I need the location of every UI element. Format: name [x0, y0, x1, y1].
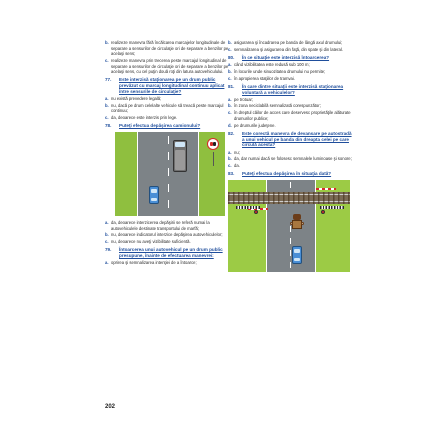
center-dash [168, 200, 169, 208]
question-text: În ce situaţie este interzisă întoarcerea? [242, 54, 330, 60]
center-dash [290, 262, 291, 268]
rail-sleepers [228, 192, 350, 204]
answer-letter: a. [105, 260, 109, 266]
answer-c[interactable] [105, 115, 230, 121]
question-81 [228, 84, 353, 96]
answer-text: da. [234, 163, 240, 169]
answer-c[interactable] [228, 76, 353, 82]
left-column [105, 40, 230, 267]
road-edge-line [198, 132, 199, 216]
answer-text: asigurarea şi încadrarea pe banda de lângă axul drumului; [234, 40, 343, 45]
answer-text: nu, dacă pe drum celelalte vehicule să treacă peste marcajul continuu; [111, 102, 224, 114]
answer-letter: b. [105, 40, 109, 45]
answer-c[interactable] [105, 239, 230, 245]
crossing-barrier [316, 188, 336, 190]
question-number: 77. [105, 77, 112, 83]
question-number: 82. [228, 130, 235, 136]
answer-text: da, deoarece este interzis prin lege. [111, 115, 178, 121]
question-78 [105, 123, 230, 129]
answer-text: pe drumurile judeţene. [234, 122, 276, 128]
answer-c[interactable] [228, 110, 353, 121]
answer-a[interactable] [228, 62, 353, 68]
question-text: Este corectă manevra de devansare pe autostradă a unui vehicul pe banda din dreapta celei pe care circulă acesta? [242, 130, 352, 148]
answer-text: realizeze manevra fără încălcarea marcajelor longitudinale de separare a sensurilor de circulaţie ori de separare a benzilor pe acelaşi sens; [111, 40, 229, 57]
level-crossing-icon [236, 206, 260, 209]
answer-text: semnalizarea şi asigurarea din faţă, din spate şi din lateral. [234, 46, 343, 52]
answer-letter: c. [228, 46, 232, 52]
answer-b[interactable] [105, 232, 230, 238]
answer-text: nu există prevedere legală; [111, 96, 162, 102]
truck-icon [173, 140, 187, 172]
answer-letter: c. [228, 163, 232, 169]
answer-text: da, dar numai dacă se folosesc semnalele luminoase şi sonore; [234, 156, 352, 162]
answer-text: oprirea şi semnalizarea intenţiei de a întoarce; [111, 260, 197, 266]
answer-a[interactable] [105, 260, 230, 266]
answer-letter: a. [228, 96, 232, 102]
answer-b[interactable] [228, 69, 353, 75]
level-crossing-icon [320, 206, 344, 209]
answer-b[interactable] [105, 103, 230, 114]
question-number: 78. [105, 123, 112, 129]
center-dash [168, 136, 169, 144]
answer-text: în dreptul căilor de acces care deservesc proprietăţile alăturate drumurilor publice; [234, 110, 351, 121]
answer-a[interactable] [228, 150, 353, 156]
answer-text: în zona neciclabilă semnalizată corespunzător; [234, 103, 321, 109]
question-79 [105, 247, 230, 259]
answer-letter: b. [228, 103, 232, 109]
question-80 [228, 55, 353, 61]
question-text: Puteţi efectua depăşirea în situaţia dată? [242, 171, 332, 177]
answer-b[interactable] [228, 156, 353, 162]
answer-text: nu, deoarece nu aveţi vizibilitate suficientă. [111, 239, 191, 245]
question-text: În care dintre situaţii este interzisă staţionarea voluntară a vehiculelor? [242, 83, 344, 95]
answer-text: realizeze manevra prin trecerea peste marcajul longitudinal de separare a sensurilor de circulaţie ori de separare a benzilor pe acelaşi sens, cu cel puţin două roţi din latura autovehiculului. [111, 57, 229, 75]
answer-b[interactable] [228, 40, 353, 46]
center-dash [290, 238, 291, 244]
answer-letter: b. [228, 68, 232, 74]
answer-letter: b. [105, 232, 109, 238]
question-number: 83. [228, 171, 235, 177]
center-dash [168, 168, 169, 176]
answer-letter: a. [228, 149, 232, 155]
question-text: Întoarcerea unui autovehicul pe un drum public presupune, înainte de efectuarea manevrei: [119, 247, 223, 259]
figure-level-crossing [228, 180, 350, 272]
answer-letter: c. [228, 110, 232, 116]
answer-b[interactable] [228, 103, 353, 109]
question-82 [228, 131, 353, 148]
car-icon [292, 246, 302, 264]
answer-c[interactable] [228, 47, 353, 53]
right-column [228, 40, 353, 276]
road-edge-line [137, 132, 138, 216]
answer-text: când vizibilitatea este redusă sub 100 m; [234, 62, 310, 68]
center-dash [290, 182, 291, 188]
signal-light-icon [321, 210, 325, 214]
answer-text: în apropierea staţiilor de tramvai. [234, 75, 295, 81]
answer-letter: b. [228, 40, 232, 45]
answer-letter: c. [105, 57, 109, 63]
figure-overtaking-truck [115, 132, 225, 216]
car-icon [149, 186, 159, 204]
question-number: 79. [105, 247, 112, 253]
answer-letter: a. [105, 220, 109, 226]
answer-c[interactable] [105, 58, 230, 75]
answer-a[interactable] [228, 97, 353, 103]
sign-post [213, 152, 214, 166]
center-dash [290, 250, 291, 256]
answer-text: nu; [234, 149, 240, 155]
answer-letter: d. [228, 122, 232, 128]
answer-letter: a. [105, 96, 109, 102]
no-overtaking-sign-icon [207, 138, 219, 150]
question-77 [105, 77, 230, 94]
answer-d[interactable] [228, 123, 353, 129]
page-number: 202 [105, 404, 116, 410]
answer-letter: c. [228, 75, 232, 81]
answer-a[interactable] [105, 96, 230, 102]
center-dash [168, 152, 169, 160]
answer-letter: b. [105, 102, 109, 108]
answer-text: în locurile unde sinuozitatea drumului nu permite; [234, 68, 326, 74]
question-83 [228, 171, 353, 177]
question-text: Puteţi efectua depăşirea camionului? [119, 123, 201, 129]
answer-b[interactable] [105, 40, 230, 57]
signal-light-icon [254, 210, 258, 214]
center-dash [168, 184, 169, 192]
answer-letter: b. [228, 156, 232, 162]
answer-a[interactable] [105, 220, 230, 231]
answer-letter: a. [228, 62, 232, 68]
question-number: 81. [228, 83, 235, 89]
answer-letter: c. [105, 115, 109, 121]
question-text: Este interzisă staţionarea pe un drum public prevăzut cu marcaj longitudinal continuu aplicat între sensurile de circulaţie? [119, 77, 225, 94]
answer-text: da, deoarece interzicerea depăşirii se referă numai la autovehiculele destinate transportului de marfă; [111, 220, 210, 231]
horse-cart-icon [290, 214, 304, 232]
question-number: 80. [228, 54, 235, 60]
answer-c[interactable] [228, 163, 353, 169]
answer-letter: c. [105, 239, 109, 245]
answer-text: nu, deoarece indicatorul interzice depăşirea autovehiculelor; [111, 232, 223, 238]
answer-text: pe trotuar; [234, 96, 254, 102]
